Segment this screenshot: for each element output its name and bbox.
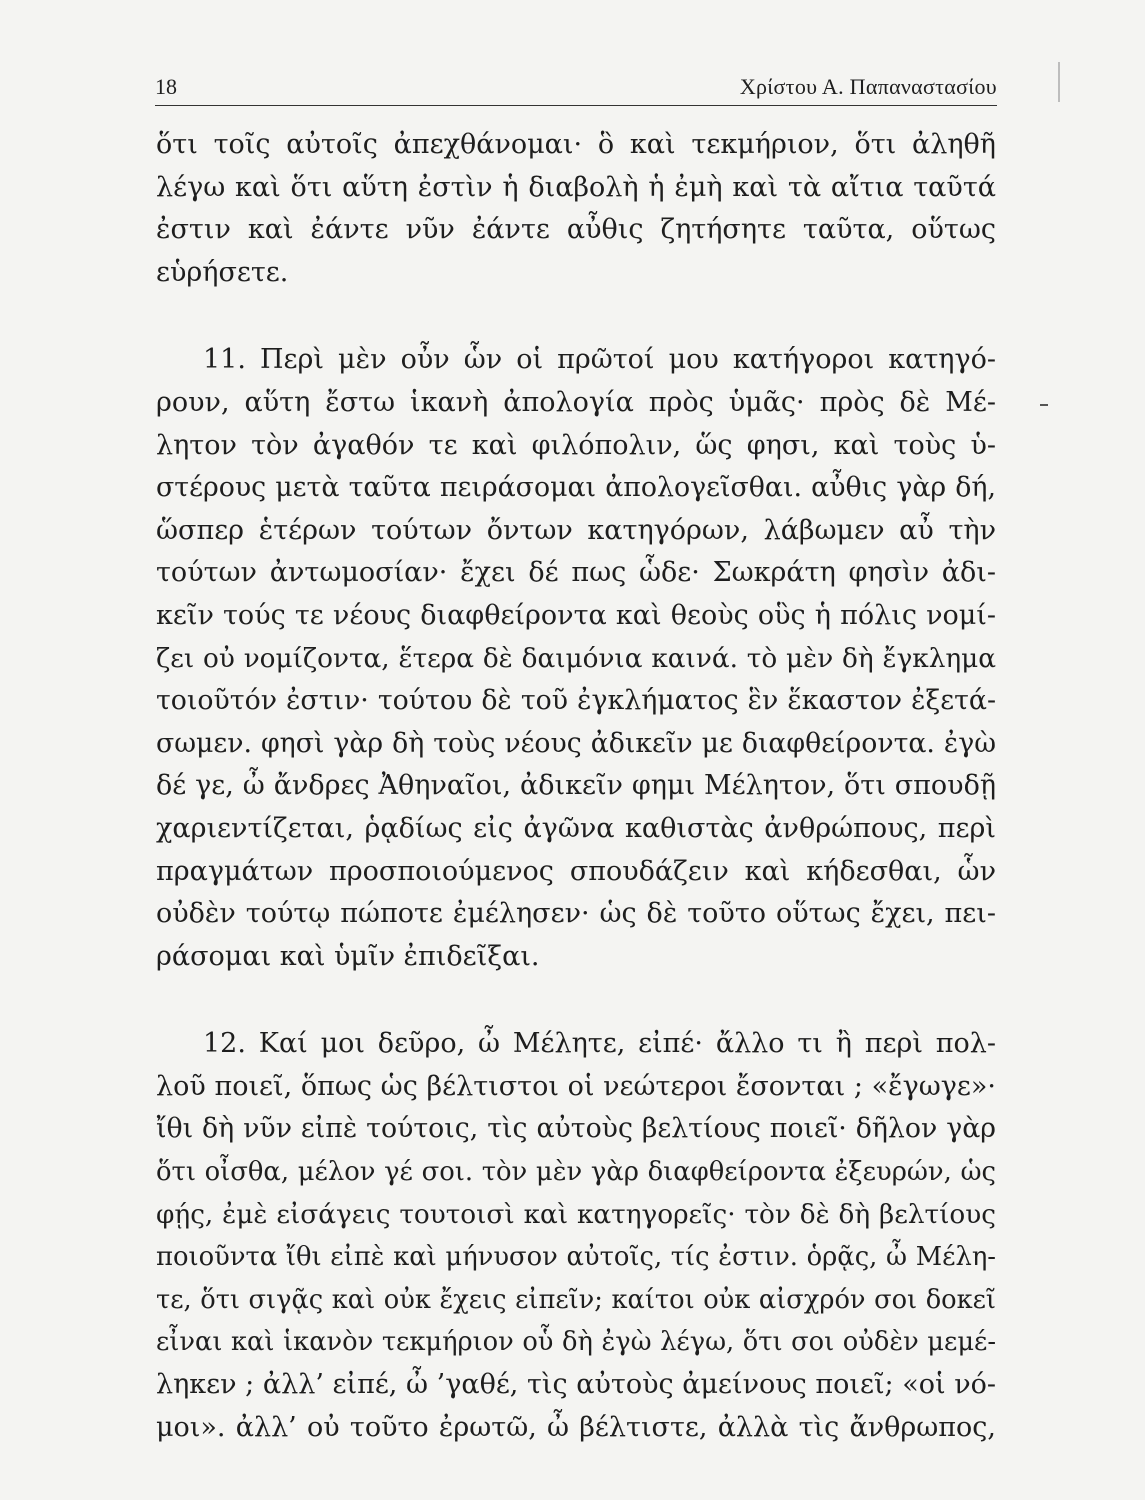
running-title: Χρίστου Α. Παπαναστασίου <box>739 74 997 99</box>
page-header <box>155 74 997 104</box>
page-number: 18 <box>155 74 177 99</box>
text-line: ζει οὐ νομίζοντα, ἕτερα δὲ δαιμόνια καινά. τὸ μὲν δὴ ἔγκλημα <box>156 643 996 674</box>
text-line: ποιοῦντα ἴθι εἰπὲ καὶ μήνυσον αὐτοῖς, τίς ἐστιν. ὁρᾷς, ὦ Μέλη- <box>156 1242 996 1273</box>
text-line: 11. Περὶ μὲν οὖν ὧν οἱ πρῶτοί μου κατήγοροι κατηγό- <box>203 344 996 376</box>
text-line: λοῦ ποιεῖ, ὅπως ὡς βέλτιστοι οἱ νεώτεροι ἔσονται ; «ἔγωγε»· <box>156 1070 996 1102</box>
text-line: 12. Καί μοι δεῦρο, ὦ Μέλητε, εἰπέ· ἄλλο τι ἢ περὶ πολ- <box>203 1028 996 1060</box>
text-line: ρουν, αὕτη ἔστω ἱκανὴ ἀπολογία πρὸς ὑμᾶς· πρὸς δὲ Μέ- <box>156 386 996 418</box>
text-line: ὥσπερ ἑτέρων τούτων ὄντων κατηγόρων, λάβωμεν αὖ τὴν <box>156 514 996 546</box>
text-line: ἴθι δὴ νῦν εἰπὲ τούτοις, τὶς αὐτοὺς βελτίους ποιεῖ· δῆλον γὰρ <box>156 1113 996 1145</box>
text-line: κεῖν τούς τε νέους διαφθείροντα καὶ θεοὺς οὓς ἡ πόλις νομί- <box>156 599 996 631</box>
text-line: φῄς, ἐμὲ εἰσάγεις τουτοισὶ καὶ κατηγορεῖς· τὸν δὲ δὴ βελτίους <box>156 1199 996 1230</box>
text-line: πραγμάτων προσποιούμενος σπουδάζειν καὶ κήδεσθαι, ὧν <box>156 855 996 887</box>
text-line: μοι». ἀλλ’ οὐ τοῦτο ἐρωτῶ, ὦ βέλτιστε, ἀλλὰ τὶς ἄνθρωπος, <box>156 1411 996 1443</box>
text-line: ὅτι οἶσθα, μέλον γέ σοι. τὸν μὲν γὰρ διαφθείροντα ἐξευρών, ὡς <box>156 1157 996 1188</box>
text-line: δέ γε, ὦ ἄνδρες Ἀθηναῖοι, ἀδικεῖν φημι Μέλητον, ὅτι σπουδῇ <box>156 770 996 802</box>
text-line: λητον τὸν ἀγαθόν τε καὶ φιλόπολιν, ὥς φησι, καὶ τοὺς ὑ- <box>156 429 996 461</box>
body-text <box>156 124 996 1449</box>
paragraph-continuation <box>156 124 996 294</box>
page-edge-mark <box>1058 62 1060 102</box>
text-line: τοιοῦτόν ἐστιν· τούτου δὲ τοῦ ἐγκλήματος ἓν ἕκαστον ἐξετά- <box>156 685 996 717</box>
text-line: ὅτι τοῖς αὐτοῖς ἀπεχθάνομαι· ὃ καὶ τεκμήριον, ὅτι ἀληθῆ <box>156 129 996 160</box>
text-line: εὑρήσετε. <box>156 256 289 288</box>
text-line: τε, ὅτι σιγᾷς καὶ οὐκ ἔχεις εἰπεῖν; καίτοι οὐκ αἰσχρόν σοι δοκεῖ <box>156 1284 996 1315</box>
text-line: χαριεντίζεται, ῥᾳδίως εἰς ἀγῶνα καθιστὰς ἀνθρώπους, περὶ <box>156 812 996 844</box>
header-rule <box>155 105 997 106</box>
text-line: τούτων ἀντωμοσίαν· ἔχει δέ πως ὧδε· Σωκράτη φησὶν ἀδι- <box>156 557 996 589</box>
paragraph-12 <box>156 1023 996 1449</box>
text-line: εἶναι καὶ ἱκανὸν τεκμήριον οὗ δὴ ἐγὼ λέγω, ὅτι σοι οὐδὲν μεμέ- <box>156 1327 996 1358</box>
paragraph-11 <box>156 339 996 978</box>
text-line: ἐστιν καὶ ἐάντε νῦν ἐάντε αὖθις ζητήσητε ταῦτα, οὕτως <box>156 214 996 246</box>
text-line: ράσομαι καὶ ὑμῖν ἐπιδεῖξαι. <box>156 940 540 972</box>
text-line: οὐδὲν τούτῳ πώποτε ἐμέλησεν· ὡς δὲ τοῦτο οὕτως ἔχει, πει- <box>156 898 996 930</box>
text-line: ληκεν ; ἀλλ’ εἰπέ, ὦ ’γαθέ, τὶς αὐτοὺς ἀμείνους ποιεῖ; «οἱ νό- <box>156 1369 996 1401</box>
text-line: στέρους μετὰ ταῦτα πειράσομαι ἀπολογεῖσθαι. αὖθις γὰρ δή, <box>156 472 996 504</box>
text-line: σωμεν. φησὶ γὰρ δὴ τοὺς νέους ἀδικεῖν με διαφθείροντα. ἐγὼ <box>156 727 996 759</box>
text-line: λέγω καὶ ὅτι αὕτη ἐστὶν ἡ διαβολὴ ἡ ἐμὴ καὶ τὰ αἴτια ταῦτά <box>156 171 996 203</box>
margin-dash-mark <box>1040 404 1048 406</box>
